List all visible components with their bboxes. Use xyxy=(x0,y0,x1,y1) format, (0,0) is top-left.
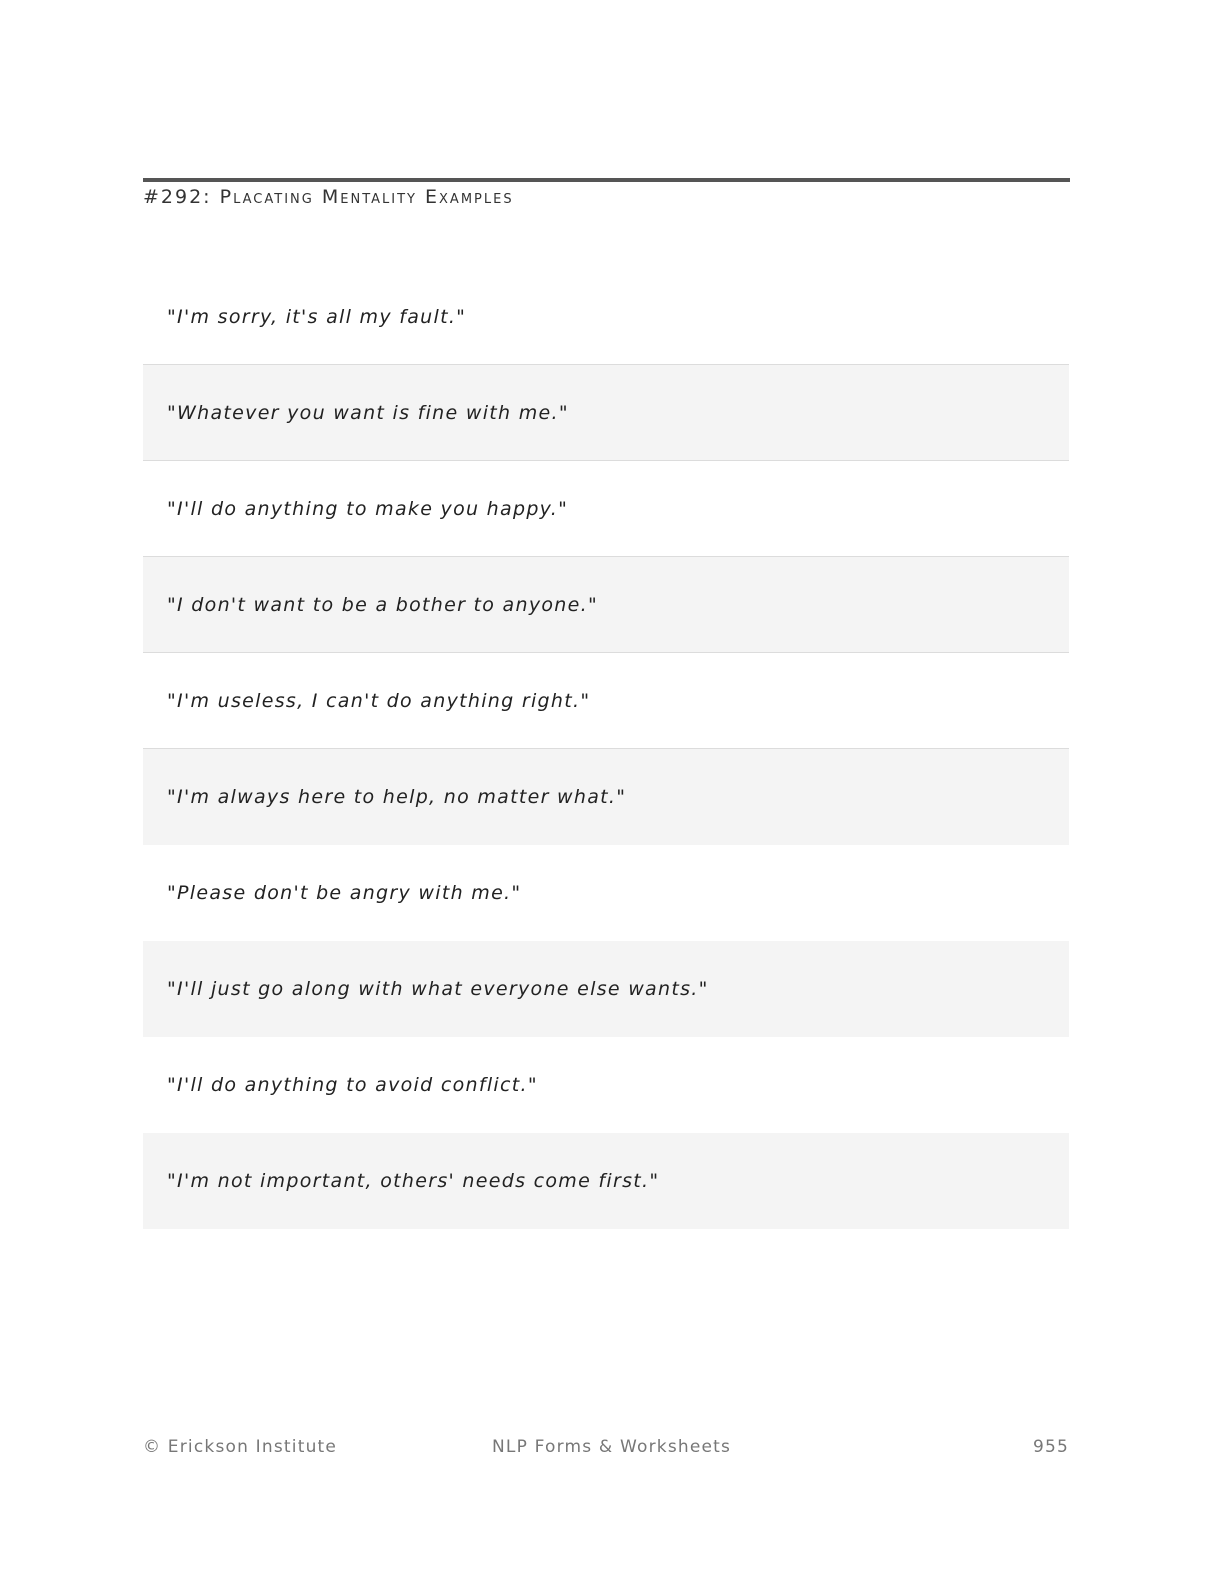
footer-copyright: © Erickson Institute xyxy=(143,1437,338,1457)
example-text: "I'll do anything to make you happy." xyxy=(167,497,569,520)
example-text: "Whatever you want is fine with me." xyxy=(167,401,569,424)
list-item xyxy=(143,461,1069,557)
list-item xyxy=(143,269,1069,365)
list-item xyxy=(143,749,1069,845)
header-rule xyxy=(143,178,1070,182)
example-text: "I'm not important, others' needs come first." xyxy=(167,1169,660,1192)
example-text: "I'll just go along with what everyone else wants." xyxy=(167,977,709,1000)
example-text: "I'm always here to help, no matter what." xyxy=(167,785,627,808)
example-text: "I don't want to be a bother to anyone." xyxy=(167,593,599,616)
list-item xyxy=(143,557,1069,653)
example-text: "I'll do anything to avoid conflict." xyxy=(167,1073,538,1096)
footer-book-title: NLP Forms & Worksheets xyxy=(492,1437,732,1457)
list-item xyxy=(143,941,1069,1037)
page-title: #292: Placating Mentality Examples xyxy=(143,186,514,208)
list-item xyxy=(143,365,1069,461)
list-item xyxy=(143,1133,1069,1229)
example-text: "I'm useless, I can't do anything right." xyxy=(167,689,591,712)
list-item xyxy=(143,845,1069,941)
list-item xyxy=(143,653,1069,749)
list-item xyxy=(143,1037,1069,1133)
examples-list xyxy=(143,269,1069,1229)
example-text: "Please don't be angry with me." xyxy=(167,881,522,904)
footer-page-number: 955 xyxy=(1032,1437,1069,1457)
example-text: "I'm sorry, it's all my fault." xyxy=(167,305,467,328)
